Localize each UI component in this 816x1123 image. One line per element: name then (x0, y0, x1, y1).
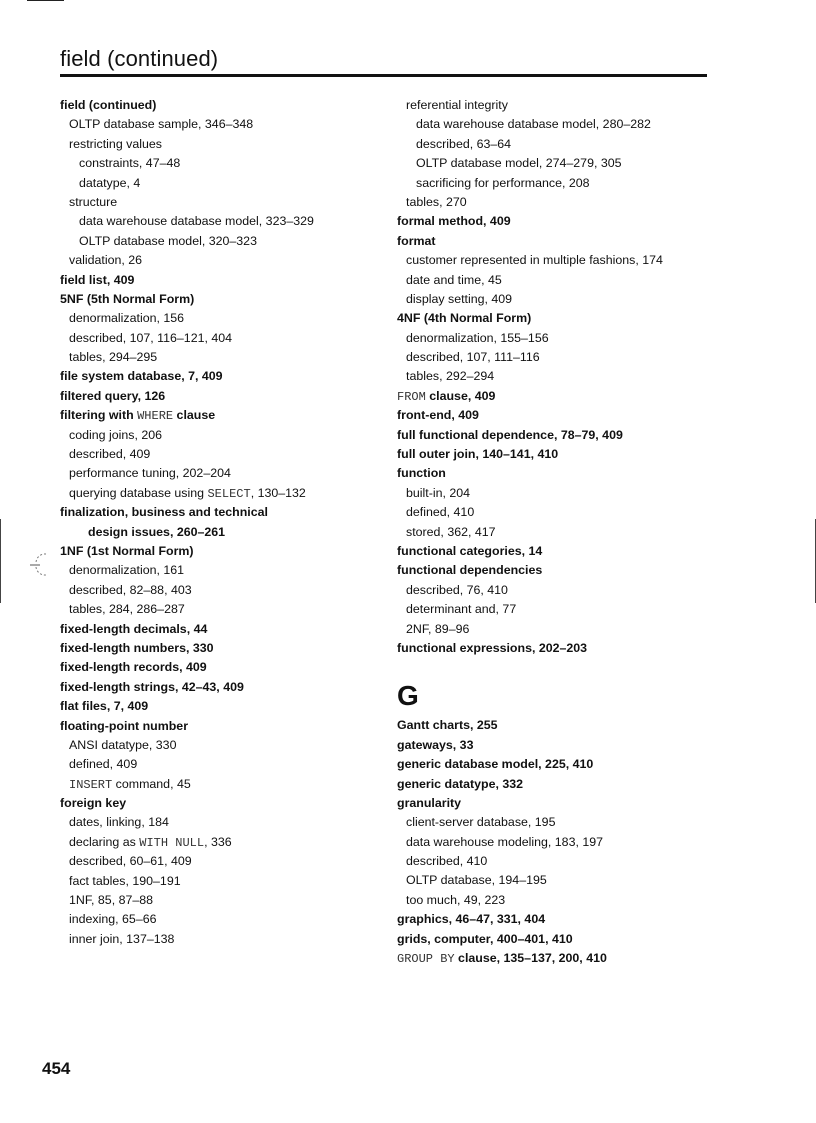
index-subsubentry: data warehouse database model, 280–282 (416, 117, 651, 132)
entry-text: filtering with (60, 408, 138, 423)
index-subentry: too much, 49, 223 (406, 892, 506, 907)
index-subentry: described, 409 (69, 447, 151, 462)
index-subsubentry: datatype, 4 (79, 175, 141, 190)
header-rule (60, 74, 707, 77)
index-subsubentry: constraints, 47–48 (79, 156, 181, 171)
index-entry: functional expressions, 202–203 (397, 640, 588, 655)
index-entry: functional categories, 14 (397, 543, 543, 558)
index-subentry: client-server database, 195 (406, 815, 556, 830)
code-term: WITH NULL (139, 835, 205, 850)
index-entry: generic database model, 225, 410 (397, 757, 594, 772)
index-subentry: coding joins, 206 (69, 427, 162, 442)
index-subentry: referential integrity (406, 98, 508, 112)
entry-text: clause, 409 (425, 388, 496, 403)
index-entry: fixed-length strings, 42–43, 409 (60, 679, 244, 694)
index-entry (397, 949, 727, 968)
index-entry: full functional dependence, 78–79, 409 (397, 427, 623, 442)
index-subentry: denormalization, 155–156 (406, 330, 549, 345)
index-subentry: 1NF, 85, 87–88 (69, 893, 154, 908)
index-subentry (60, 484, 390, 503)
entry-text: declaring as (69, 834, 140, 849)
index-subentry (60, 775, 390, 794)
index-subentry: defined, 410 (406, 505, 475, 520)
index-subentry: indexing, 65–66 (69, 912, 157, 927)
index-entry: floating-point number (60, 718, 189, 733)
index-subentry: customer represented in multiple fashions, 174 (406, 253, 663, 268)
index-subentry: described, 107, 116–121, 404 (69, 330, 233, 345)
crop-mark-left (0, 519, 1, 603)
entry-text: clause (173, 408, 216, 423)
index-subentry: restricting values (69, 136, 162, 151)
index-subentry: performance tuning, 202–204 (69, 466, 231, 481)
index-subentry: described, 60–61, 409 (69, 854, 192, 869)
index-subsubentry: described, 63–64 (416, 136, 512, 151)
index-subsubentry: OLTP database model, 274–279, 305 (416, 156, 622, 171)
index-entry: generic datatype, 332 (397, 776, 524, 791)
code-term: SELECT (207, 486, 251, 501)
index-entry: 1NF (1st Normal Form) (60, 543, 194, 558)
index-subentry: stored, 362, 417 (406, 524, 496, 539)
index-entry: file system database, 7, 409 (60, 369, 223, 384)
page-number: 454 (42, 1059, 71, 1078)
index-subentry: date and time, 45 (406, 272, 502, 287)
code-term: INSERT (69, 777, 113, 792)
index-entry: front-end, 409 (397, 408, 479, 423)
index-entry: graphics, 46–47, 331, 404 (397, 912, 546, 927)
index-entry: full outer join, 140–141, 410 (397, 447, 559, 462)
index-subentry: 2NF, 89–96 (406, 621, 470, 636)
code-term: WHERE (137, 409, 174, 424)
index-entry (60, 406, 390, 425)
index-entry: 5NF (5th Normal Form) (60, 291, 195, 306)
index-subentry: built-in, 204 (406, 485, 471, 500)
index-subsubentry: data warehouse database model, 323–329 (79, 214, 314, 229)
index-entry: foreign key (60, 796, 127, 811)
index-subentry: dates, linking, 184 (69, 815, 169, 830)
index-subentry (60, 833, 390, 852)
index-subentry: tables, 284, 286–287 (69, 602, 185, 617)
index-entry: fixed-length decimals, 44 (60, 621, 208, 636)
index-subentry: tables, 270 (406, 194, 467, 209)
index-subentry: described, 76, 410 (406, 582, 508, 597)
index-entry: grids, computer, 400–401, 410 (397, 931, 573, 946)
index-entry: fixed-length numbers, 330 (60, 640, 214, 655)
index-subentry: inner join, 137–138 (69, 931, 175, 946)
index-subentry: denormalization, 161 (69, 563, 185, 578)
index-entry: filtered query, 126 (60, 388, 166, 403)
index-column-right (397, 96, 727, 968)
index-subentry: defined, 409 (69, 757, 138, 772)
index-entry: functional dependencies (397, 563, 543, 578)
code-term: GROUP BY (397, 952, 455, 967)
index-subentry: denormalization, 156 (69, 311, 185, 326)
index-subentry: described, 107, 111–116 (406, 350, 540, 365)
code-term: FROM (397, 389, 426, 404)
index-subentry: described, 82–88, 403 (69, 582, 192, 597)
index-entry: field (continued) (60, 98, 157, 112)
index-subsubentry: OLTP database model, 320–323 (79, 233, 257, 248)
index-entry: Gantt charts, 255 (397, 718, 498, 733)
index-entry: field list, 409 (60, 272, 135, 287)
entry-text: command, 45 (112, 776, 191, 791)
index-subentry: tables, 292–294 (406, 369, 495, 384)
crop-mark-top (27, 0, 64, 1)
index-entry: formal method, 409 (397, 214, 511, 229)
index-entry: format (397, 233, 436, 248)
index-subentry: data warehouse modeling, 183, 197 (406, 834, 604, 849)
running-header-title: field (continued) (60, 46, 219, 71)
index-entry: flat files, 7, 409 (60, 699, 149, 714)
index-subentry: determinant and, 77 (406, 602, 517, 617)
index-entry: granularity (397, 795, 462, 810)
index-subentry: tables, 294–295 (69, 350, 158, 365)
entry-text: clause, 135–137, 200, 410 (454, 951, 607, 966)
index-subentry: OLTP database sample, 346–348 (69, 117, 254, 132)
index-entry: gateways, 33 (397, 737, 474, 752)
index-subentry: structure (69, 194, 118, 209)
index-subentry: described, 410 (406, 854, 488, 869)
index-entry: fixed-length records, 409 (60, 660, 207, 675)
section-letter: G (397, 680, 419, 712)
index-entry: finalization, business and technical (60, 505, 268, 520)
index-column-left (60, 96, 390, 949)
index-entry: function (397, 466, 446, 481)
index-subentry: display setting, 409 (406, 291, 513, 306)
index-subentry: OLTP database, 194–195 (406, 873, 547, 888)
registration-mark-icon (26, 551, 54, 577)
index-entry: 4NF (4th Normal Form) (397, 311, 532, 326)
index-entry-continuation: design issues, 260–261 (88, 524, 226, 539)
index-subentry: validation, 26 (69, 253, 143, 268)
entry-text: , 130–132 (250, 485, 306, 500)
index-subsubentry: sacrificing for performance, 208 (416, 175, 590, 190)
index-entry (397, 387, 727, 406)
index-subentry: ANSI datatype, 330 (69, 737, 177, 752)
entry-text: , 336 (204, 834, 232, 849)
index-subentry: fact tables, 190–191 (69, 873, 181, 888)
entry-text: querying database using (69, 485, 208, 500)
